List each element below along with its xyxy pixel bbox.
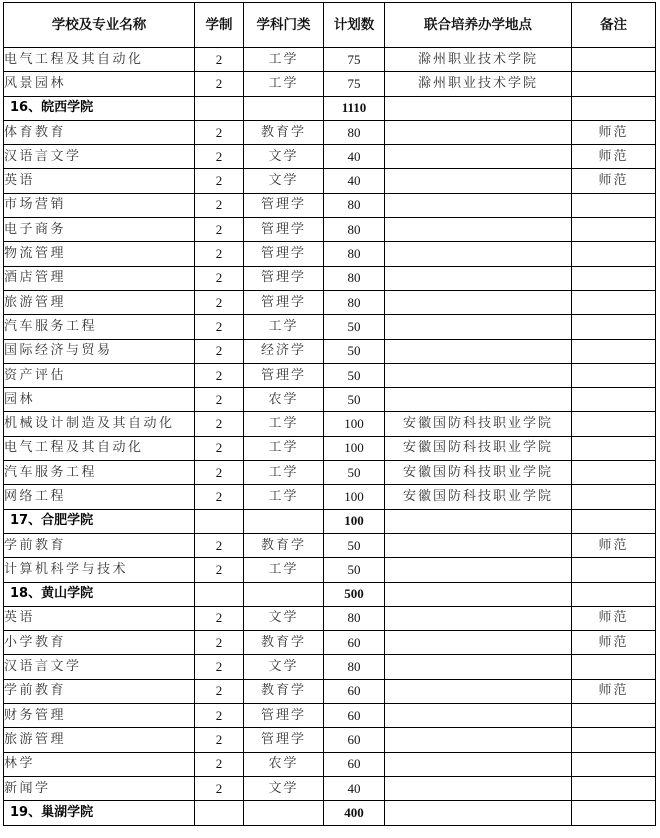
cell-plan: 80 [324, 266, 385, 290]
cell-years: 2 [195, 655, 244, 679]
cell-category: 文学 [244, 606, 324, 630]
cell-category: 工学 [244, 315, 324, 339]
table-row [4, 363, 656, 387]
cell-name: 汉语言文学 [4, 145, 195, 169]
cell-remarks: 师范 [572, 120, 656, 144]
cell-years: 2 [195, 776, 244, 800]
cell-name: 19、巢湖学院 [4, 801, 195, 825]
cell-site [385, 242, 572, 266]
cell-category: 管理学 [244, 242, 324, 266]
cell-name: 英语 [4, 606, 195, 630]
cell-name: 学前教育 [4, 533, 195, 557]
cell-remarks [572, 436, 656, 460]
cell-site [385, 558, 572, 582]
cell-category: 管理学 [244, 728, 324, 752]
cell-category: 管理学 [244, 290, 324, 314]
school-row [4, 801, 656, 825]
header-remarks: 备注 [572, 3, 656, 48]
cell-site [385, 96, 572, 120]
cell-name: 林学 [4, 752, 195, 776]
cell-plan: 1110 [324, 96, 385, 120]
cell-category: 工学 [244, 48, 324, 72]
cell-years: 2 [195, 533, 244, 557]
cell-remarks [572, 266, 656, 290]
cell-remarks [572, 363, 656, 387]
table-row [4, 558, 656, 582]
cell-name: 网络工程 [4, 485, 195, 509]
cell-category: 工学 [244, 485, 324, 509]
cell-plan: 75 [324, 48, 385, 72]
table-row [4, 533, 656, 557]
cell-name: 英语 [4, 169, 195, 193]
cell-site [385, 145, 572, 169]
table-row [4, 169, 656, 193]
table-row [4, 120, 656, 144]
cell-name: 电气工程及其自动化 [4, 436, 195, 460]
cell-plan: 75 [324, 72, 385, 96]
table-row [4, 72, 656, 96]
cell-plan: 80 [324, 218, 385, 242]
cell-plan: 400 [324, 801, 385, 825]
cell-remarks [572, 558, 656, 582]
cell-remarks [572, 655, 656, 679]
cell-years: 2 [195, 704, 244, 728]
cell-years: 2 [195, 72, 244, 96]
cell-category: 工学 [244, 72, 324, 96]
table-row [4, 485, 656, 509]
cell-name: 体育教育 [4, 120, 195, 144]
cell-years [195, 801, 244, 825]
cell-plan: 80 [324, 655, 385, 679]
table-row [4, 679, 656, 703]
cell-site [385, 388, 572, 412]
cell-remarks [572, 776, 656, 800]
cell-site [385, 120, 572, 144]
cell-plan: 60 [324, 752, 385, 776]
cell-remarks [572, 728, 656, 752]
cell-category: 管理学 [244, 363, 324, 387]
cell-name: 电子商务 [4, 218, 195, 242]
cell-years [195, 96, 244, 120]
cell-site [385, 290, 572, 314]
cell-plan: 40 [324, 145, 385, 169]
cell-remarks [572, 218, 656, 242]
cell-plan: 60 [324, 704, 385, 728]
cell-plan: 100 [324, 436, 385, 460]
cell-name: 酒店管理 [4, 266, 195, 290]
cell-name: 市场营销 [4, 193, 195, 217]
cell-category: 农学 [244, 752, 324, 776]
cell-name: 资产评估 [4, 363, 195, 387]
cell-remarks [572, 388, 656, 412]
cell-plan: 100 [324, 412, 385, 436]
school-row [4, 96, 656, 120]
cell-remarks [572, 48, 656, 72]
cell-years: 2 [195, 290, 244, 314]
cell-category: 管理学 [244, 218, 324, 242]
cell-years: 2 [195, 436, 244, 460]
cell-category: 文学 [244, 145, 324, 169]
cell-category: 工学 [244, 412, 324, 436]
cell-remarks [572, 72, 656, 96]
table-row [4, 461, 656, 485]
cell-remarks [572, 752, 656, 776]
table-row [4, 339, 656, 363]
cell-years: 2 [195, 242, 244, 266]
cell-years: 2 [195, 169, 244, 193]
cell-years: 2 [195, 145, 244, 169]
cell-years: 2 [195, 679, 244, 703]
cell-name: 旅游管理 [4, 728, 195, 752]
cell-plan: 60 [324, 679, 385, 703]
cell-category: 文学 [244, 169, 324, 193]
cell-plan: 100 [324, 509, 385, 533]
cell-category: 管理学 [244, 193, 324, 217]
cell-years: 2 [195, 606, 244, 630]
header-years: 学制 [195, 3, 244, 48]
cell-name: 18、黄山学院 [4, 582, 195, 606]
table-row [4, 145, 656, 169]
cell-name: 旅游管理 [4, 290, 195, 314]
table-row [4, 631, 656, 655]
table-row [4, 48, 656, 72]
cell-name: 园林 [4, 388, 195, 412]
cell-plan: 50 [324, 363, 385, 387]
cell-years: 2 [195, 461, 244, 485]
cell-name: 财务管理 [4, 704, 195, 728]
cell-category: 教育学 [244, 120, 324, 144]
table-row [4, 704, 656, 728]
cell-site [385, 315, 572, 339]
cell-site [385, 679, 572, 703]
cell-plan: 50 [324, 558, 385, 582]
cell-plan: 80 [324, 290, 385, 314]
cell-plan: 500 [324, 582, 385, 606]
cell-category: 经济学 [244, 339, 324, 363]
cell-years: 2 [195, 120, 244, 144]
school-row [4, 509, 656, 533]
cell-years [195, 582, 244, 606]
cell-name: 16、皖西学院 [4, 96, 195, 120]
cell-years: 2 [195, 363, 244, 387]
cell-years: 2 [195, 218, 244, 242]
cell-category [244, 509, 324, 533]
cell-site [385, 339, 572, 363]
cell-years: 2 [195, 412, 244, 436]
school-row [4, 582, 656, 606]
enrollment-plan-table [3, 2, 656, 826]
header-joint-training-site: 联合培养办学地点 [385, 3, 572, 48]
cell-remarks: 师范 [572, 145, 656, 169]
cell-site [385, 801, 572, 825]
cell-site: 安徽国防科技职业学院 [385, 461, 572, 485]
table-row [4, 388, 656, 412]
cell-site [385, 363, 572, 387]
cell-category: 管理学 [244, 266, 324, 290]
cell-remarks [572, 315, 656, 339]
cell-remarks [572, 290, 656, 314]
cell-plan: 60 [324, 728, 385, 752]
table-row [4, 436, 656, 460]
cell-name: 风景园林 [4, 72, 195, 96]
cell-category: 农学 [244, 388, 324, 412]
cell-site [385, 582, 572, 606]
cell-category: 工学 [244, 461, 324, 485]
table-row [4, 752, 656, 776]
cell-category: 工学 [244, 436, 324, 460]
cell-plan: 40 [324, 776, 385, 800]
cell-plan: 40 [324, 169, 385, 193]
cell-remarks [572, 704, 656, 728]
cell-name: 物流管理 [4, 242, 195, 266]
cell-years: 2 [195, 315, 244, 339]
cell-plan: 80 [324, 193, 385, 217]
cell-category: 工学 [244, 558, 324, 582]
table-row [4, 776, 656, 800]
table-row [4, 315, 656, 339]
cell-years: 2 [195, 388, 244, 412]
cell-plan: 60 [324, 631, 385, 655]
cell-remarks [572, 801, 656, 825]
cell-name: 电气工程及其自动化 [4, 48, 195, 72]
cell-category [244, 96, 324, 120]
cell-category: 管理学 [244, 704, 324, 728]
cell-plan: 80 [324, 242, 385, 266]
cell-site: 滁州职业技术学院 [385, 48, 572, 72]
cell-site: 滁州职业技术学院 [385, 72, 572, 96]
cell-years: 2 [195, 752, 244, 776]
cell-name: 计算机科学与技术 [4, 558, 195, 582]
table-row [4, 412, 656, 436]
cell-category: 教育学 [244, 679, 324, 703]
cell-years: 2 [195, 193, 244, 217]
cell-category: 文学 [244, 776, 324, 800]
cell-site [385, 704, 572, 728]
cell-years [195, 509, 244, 533]
cell-plan: 80 [324, 606, 385, 630]
cell-name: 汽车服务工程 [4, 461, 195, 485]
cell-site: 安徽国防科技职业学院 [385, 436, 572, 460]
cell-name: 国际经济与贸易 [4, 339, 195, 363]
table-row [4, 193, 656, 217]
cell-site [385, 631, 572, 655]
table-row [4, 290, 656, 314]
cell-remarks: 师范 [572, 631, 656, 655]
cell-plan: 50 [324, 388, 385, 412]
cell-plan: 50 [324, 315, 385, 339]
cell-category: 文学 [244, 655, 324, 679]
cell-years: 2 [195, 485, 244, 509]
cell-years: 2 [195, 266, 244, 290]
cell-remarks: 师范 [572, 533, 656, 557]
cell-plan: 100 [324, 485, 385, 509]
cell-remarks [572, 582, 656, 606]
cell-site: 安徽国防科技职业学院 [385, 412, 572, 436]
cell-site [385, 728, 572, 752]
cell-name: 汉语言文学 [4, 655, 195, 679]
table-row [4, 728, 656, 752]
cell-category [244, 801, 324, 825]
cell-remarks [572, 461, 656, 485]
cell-category: 教育学 [244, 631, 324, 655]
header-school-major-name: 学校及专业名称 [4, 3, 195, 48]
cell-plan: 50 [324, 461, 385, 485]
cell-name: 17、合肥学院 [4, 509, 195, 533]
cell-name: 机械设计制造及其自动化 [4, 412, 195, 436]
cell-remarks [572, 485, 656, 509]
cell-remarks [572, 193, 656, 217]
cell-name: 汽车服务工程 [4, 315, 195, 339]
cell-remarks [572, 242, 656, 266]
cell-plan: 50 [324, 533, 385, 557]
cell-name: 学前教育 [4, 679, 195, 703]
table-body [4, 48, 656, 826]
cell-plan: 50 [324, 339, 385, 363]
cell-remarks: 师范 [572, 679, 656, 703]
cell-category [244, 582, 324, 606]
cell-site [385, 218, 572, 242]
cell-years: 2 [195, 728, 244, 752]
cell-name: 新闻学 [4, 776, 195, 800]
cell-site [385, 655, 572, 679]
cell-years: 2 [195, 48, 244, 72]
cell-site: 安徽国防科技职业学院 [385, 485, 572, 509]
cell-remarks [572, 412, 656, 436]
cell-category: 教育学 [244, 533, 324, 557]
cell-years: 2 [195, 558, 244, 582]
table-row [4, 655, 656, 679]
cell-site [385, 509, 572, 533]
table-row [4, 218, 656, 242]
cell-site [385, 266, 572, 290]
cell-site [385, 169, 572, 193]
cell-site [385, 776, 572, 800]
table-row [4, 266, 656, 290]
cell-site [385, 752, 572, 776]
table-header-row [4, 3, 656, 48]
cell-remarks: 师范 [572, 606, 656, 630]
header-plan-count: 计划数 [324, 3, 385, 48]
cell-site [385, 533, 572, 557]
table-row [4, 242, 656, 266]
cell-remarks [572, 339, 656, 363]
header-discipline-category: 学科门类 [244, 3, 324, 48]
cell-remarks: 师范 [572, 169, 656, 193]
cell-years: 2 [195, 339, 244, 363]
cell-site [385, 606, 572, 630]
cell-remarks [572, 96, 656, 120]
cell-plan: 80 [324, 120, 385, 144]
cell-name: 小学教育 [4, 631, 195, 655]
cell-site [385, 193, 572, 217]
cell-years: 2 [195, 631, 244, 655]
table-row [4, 606, 656, 630]
cell-remarks [572, 509, 656, 533]
